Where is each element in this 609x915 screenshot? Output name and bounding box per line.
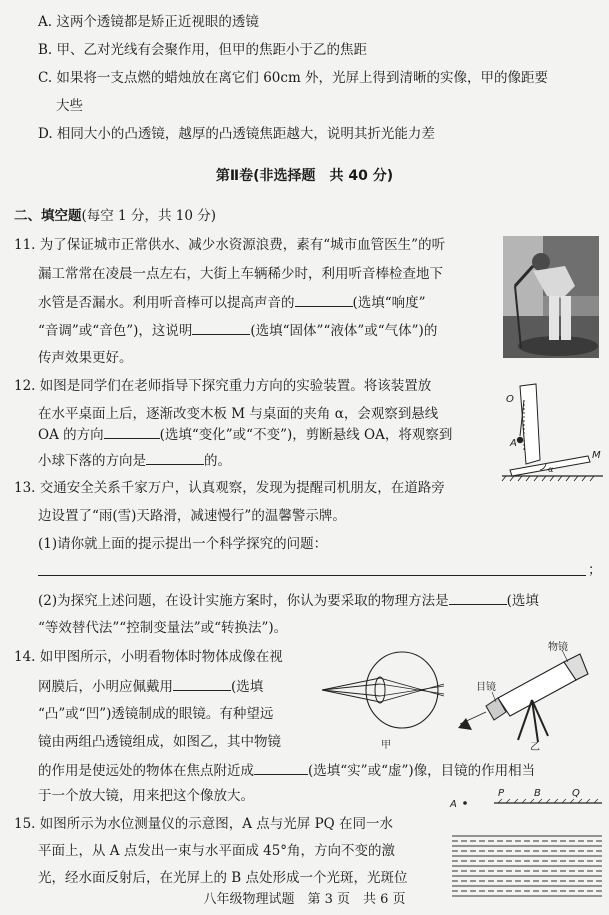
q11-line2: 漏工常常在凌晨一点左右，大街上车辆稀少时，利用听音棒检查地下	[38, 266, 443, 282]
q13-answer-line[interactable]	[38, 574, 586, 576]
page-footer: 八年级物理试题 第 3 页 共 6 页	[203, 892, 406, 907]
q11-line5: 传声效果更好。	[38, 350, 133, 366]
q11-line3-choice: (选填“响度”	[352, 295, 426, 311]
q15-label-a: A	[450, 799, 457, 810]
q14-line2	[38, 676, 263, 697]
q11-line4-text: “音调”或“音色”)，这说明	[38, 323, 193, 339]
q12-label-m: M	[592, 450, 601, 461]
q13-line2: 边设置了“雨(雪)天路滑，减速慢行”的温馨警示牌。	[38, 508, 346, 524]
q14-eye-figure	[320, 640, 450, 752]
q12-label-a: A	[510, 438, 517, 449]
part2-heading: 二、填空题	[14, 208, 82, 224]
q15-line1: 15. 如图所示为水位测量仪的示意图，A 点与光屏 PQ 在同一水	[14, 816, 394, 832]
q13-line5-choice: (选填	[506, 593, 539, 609]
q15-line3: 光，经水面反射后，在光屏上的 B 点处形成一个光斑，光斑位	[38, 870, 408, 886]
q13-line5-text: (2)为探究上述问题，在设计实施方案时，你认为要采取的物理方法是	[38, 593, 449, 609]
q11-blank1[interactable]	[295, 292, 353, 307]
q15-line2: 平面上，从 A 点发出一束与水平面成 45°角，方向不变的激	[38, 843, 396, 859]
q14-line5-text: 的作用是使远处的物体在焦点附近成	[38, 763, 254, 779]
q13-line5	[38, 590, 539, 611]
q14-label-yi: 乙	[530, 742, 540, 752]
part2-note: (每空 1 分，共 10 分)	[81, 208, 216, 224]
q11-photo	[503, 236, 599, 358]
q13-line1: 13. 交通安全关系千家万户，认真观察，发现为提醒司机朋友，在道路旁	[14, 480, 445, 496]
option-c-line2: 大些	[56, 98, 83, 114]
q14-line5	[38, 760, 535, 781]
q14-blank1[interactable]	[173, 676, 231, 691]
q14-blank2[interactable]	[254, 760, 308, 775]
q12-line3-choice: (选填“变化”或“不变”)，剪断悬线 OA，将观察到	[159, 427, 453, 443]
option-d: D. 相同大小的凸透镜，越厚的凸透镜焦距越大，说明其折光能力差	[38, 126, 435, 142]
q14-label-wujing: 物镜	[548, 642, 568, 653]
q12-label-alpha: α	[548, 465, 554, 474]
q15-label-q: Q	[572, 788, 580, 799]
q14-telescope-figure	[450, 640, 600, 752]
option-b: B. 甲、乙对光线有会聚作用，但甲的焦距小于乙的焦距	[38, 42, 368, 58]
q14-line2-text: 网膜后，小明应佩戴用	[38, 679, 173, 695]
q12-blank1[interactable]	[104, 424, 160, 439]
q13-semicolon: ；	[588, 562, 602, 578]
part2-heading-row	[14, 206, 216, 226]
q12-label-o: O	[506, 394, 514, 405]
q14-label-mujing: 目镜	[476, 682, 496, 693]
q14-line5-choice: (选填“实”或“虚”)像，目镜的作用相当	[308, 763, 536, 779]
q14-label-jia: 甲	[381, 740, 391, 751]
q12-line4-end: 的。	[204, 453, 231, 469]
q13-line3: (1)请你就上面的提示提出一个科学探究的问题：	[38, 536, 328, 552]
q11-line4-choice: (选填“固体”“液体”或“气体”)的	[250, 323, 438, 339]
q12-blank2[interactable]	[146, 450, 204, 465]
q12-line4	[38, 450, 231, 471]
q11-line3-text: 水管是否漏水。利用听音棒可以提高声音的	[38, 295, 295, 311]
q12-line4-text: 小球下落的方向是	[38, 453, 146, 469]
q11-line1: 11. 为了保证城市正常供水、减少水资源浪费，素有“城市血管医生”的听	[14, 237, 446, 253]
option-c-line1: C. 如果将一支点燃的蜡烛放在离它们 60cm 外，光屏上得到清晰的实像，甲的像距要	[38, 70, 549, 86]
q12-figure	[500, 378, 605, 482]
q14-line6: 于一个放大镜，用来把这个像放大。	[38, 788, 254, 804]
q14-line3: “凸”或“凹”)透镜制成的眼镜。有种望远	[38, 706, 274, 722]
section-title: 第Ⅱ卷(非选择题 共 40 分)	[215, 168, 394, 184]
q12-line2: 在水平桌面上后，逐渐改变木板 M 与桌面的夹角 α，会观察到悬线	[38, 406, 439, 422]
q12-line3-text: OA 的方向	[38, 427, 104, 443]
q14-line1: 14. 如甲图所示，小明看物体时物体成像在视	[14, 649, 283, 665]
q13-line6: “等效替代法”“控制变量法”或“转换法”)。	[38, 620, 288, 636]
q12-line3	[38, 424, 452, 445]
q11-line3	[38, 292, 426, 313]
q11-blank2[interactable]	[192, 320, 250, 335]
q15-label-b: B	[534, 788, 541, 799]
q14-line2-choice: (选填	[231, 679, 264, 695]
q15-label-p: P	[498, 788, 505, 799]
q13-blank[interactable]	[449, 590, 507, 605]
q12-line1: 12. 如图是同学们在老师指导下探究重力方向的实验装置。将该装置放	[14, 378, 432, 394]
q14-line4: 镜由两组凸透镜组成，如图乙，其中物镜	[38, 734, 281, 750]
option-a: A. 这两个透镜都是矫正近视眼的透镜	[38, 14, 259, 30]
q11-line4	[38, 320, 437, 341]
q15-figure	[446, 786, 606, 904]
